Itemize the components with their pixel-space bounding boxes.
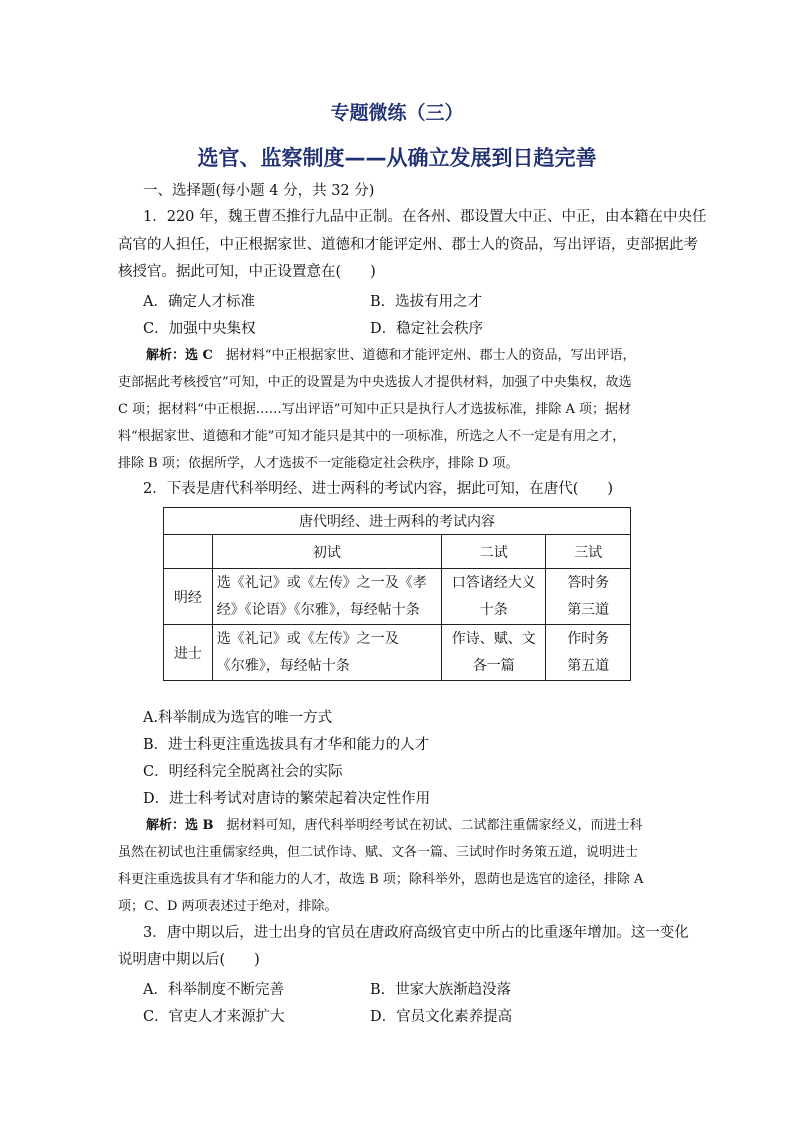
q1-option-b: B．选拔有用之才 bbox=[370, 294, 483, 310]
q2-analysis-line2: 虽然在初试也注重儒家经典，但二试作诗、赋、文各一篇、三试时作时务策五道，说明进士 bbox=[118, 845, 639, 860]
section-heading: 一、选择题(每小题 4 分，共 32 分) bbox=[143, 183, 375, 199]
q2-analysis bbox=[118, 812, 680, 920]
q1-analysis-line5: 排除 B 项；依据所学，人才选拔不一定能稳定社会秩序，排除 D 项。 bbox=[118, 456, 519, 471]
row-name-mingjing: 明经 bbox=[164, 569, 213, 625]
q3-option-d: D．官员文化素养提高 bbox=[370, 1009, 513, 1025]
q1-analysis-line2: 吏部据此考核授官”可知，中正的设置是为中央选拔人才提供材料，加强了中央集权，故选 bbox=[118, 375, 632, 390]
q2-option-c: C．明经科完全脱离社会的实际 bbox=[143, 764, 343, 780]
row-first-mingjing: 选《礼记》或《左传》之一及《孝经》《论语》《尔雅》，每经帖十条 bbox=[212, 569, 441, 625]
page-subtitle: 选官、监察制度——从确立发展到日趋完善 bbox=[197, 146, 597, 170]
page-title: 专题微练（三） bbox=[330, 102, 464, 124]
q1-analysis bbox=[118, 342, 680, 477]
q2-analysis-line1: 据材料可知，唐代科举明经考试在初试、二试都注重儒家经义，而进士科 bbox=[213, 818, 643, 833]
q3-option-a: A．科举制度不断完善 bbox=[143, 982, 284, 998]
table-caption: 唐代明经、进士两科的考试内容 bbox=[164, 508, 631, 535]
row-second-mingjing: 口答诸经大义十条 bbox=[442, 569, 546, 625]
q1-stem-line3: 核授官。据此可知，中正设置意在( ) bbox=[118, 264, 376, 280]
q1-option-a: A．确定人才标准 bbox=[143, 294, 255, 310]
table-row bbox=[164, 569, 631, 625]
q2-option-d: D．进士科考试对唐诗的繁荣起着决定性作用 bbox=[143, 791, 431, 807]
q2-analysis-tag: 解析：选 B bbox=[146, 818, 214, 833]
q1-analysis-line1: 据材料“中正根据家世、道德和才能评定州、郡士人的资品，写出评语， bbox=[212, 348, 636, 363]
q3-option-b: B．世家大族渐趋没落 bbox=[370, 982, 512, 998]
row-second-jinshi: 作诗、赋、文各一篇 bbox=[442, 625, 546, 681]
q1-analysis-tag: 解析：选 C bbox=[146, 348, 213, 363]
q1-option-c: C．加强中央集权 bbox=[143, 321, 256, 337]
q1-stem-line2: 高官的人担任，中正根据家世、道德和才能评定州、郡士人的资品，写出评语，吏部据此考 bbox=[118, 237, 698, 253]
q2-analysis-line3: 科更注重选拔具有才华和能力的人才，故选 B 项；除科举外，恩荫也是选官的途径，排除 A bbox=[118, 872, 644, 887]
row-name-jinshi: 进士 bbox=[164, 625, 213, 681]
q2-analysis-line4: 项；C、D 两项表述过于绝对，排除。 bbox=[118, 899, 338, 914]
q3-stem-line2: 说明唐中期以后( ) bbox=[118, 952, 260, 968]
table-header-first: 初试 bbox=[212, 535, 441, 569]
q2-option-b: B．进士科更注重选拔具有才华和能力的人才 bbox=[143, 737, 430, 753]
q3-stem-line1: 3．唐中期以后，进士出身的官员在唐政府高级官吏中所占的比重逐年增加。这一变化 bbox=[143, 925, 689, 941]
table-header-blank bbox=[164, 535, 213, 569]
q2-stem: 2．下表是唐代科举明经、进士两科的考试内容，据此可知，在唐代( ) bbox=[143, 481, 614, 497]
row-first-jinshi: 选《礼记》或《左传》之一及《尔雅》，每经帖十条 bbox=[212, 625, 441, 681]
q1-analysis-line3: C 项；据材料“中正根据……写出评语”可知中正只是执行人才选拔标准，排除 A 项；据材 bbox=[118, 402, 632, 417]
row-third-jinshi: 作时务第五道 bbox=[546, 625, 631, 681]
table-header-third: 三试 bbox=[546, 535, 631, 569]
exam-table bbox=[163, 507, 631, 681]
table-header-second: 二试 bbox=[442, 535, 546, 569]
q1-analysis-line4: 料“根据家世、道德和才能”可知才能只是其中的一项标准，所选之人不一定是有用之才， bbox=[118, 429, 626, 444]
row-third-mingjing: 答时务第三道 bbox=[546, 569, 631, 625]
q1-option-d: D．稳定社会秩序 bbox=[370, 321, 484, 337]
q1-stem-line1: 1．220 年，魏王曹丕推行九品中正制。在各州、郡设置大中正、中正，由本籍在中央任 bbox=[143, 209, 707, 225]
table-row bbox=[164, 625, 631, 681]
q3-option-c: C．官吏人才来源扩大 bbox=[143, 1009, 285, 1025]
q2-option-a: A.科举制成为选官的唯一方式 bbox=[143, 710, 333, 726]
